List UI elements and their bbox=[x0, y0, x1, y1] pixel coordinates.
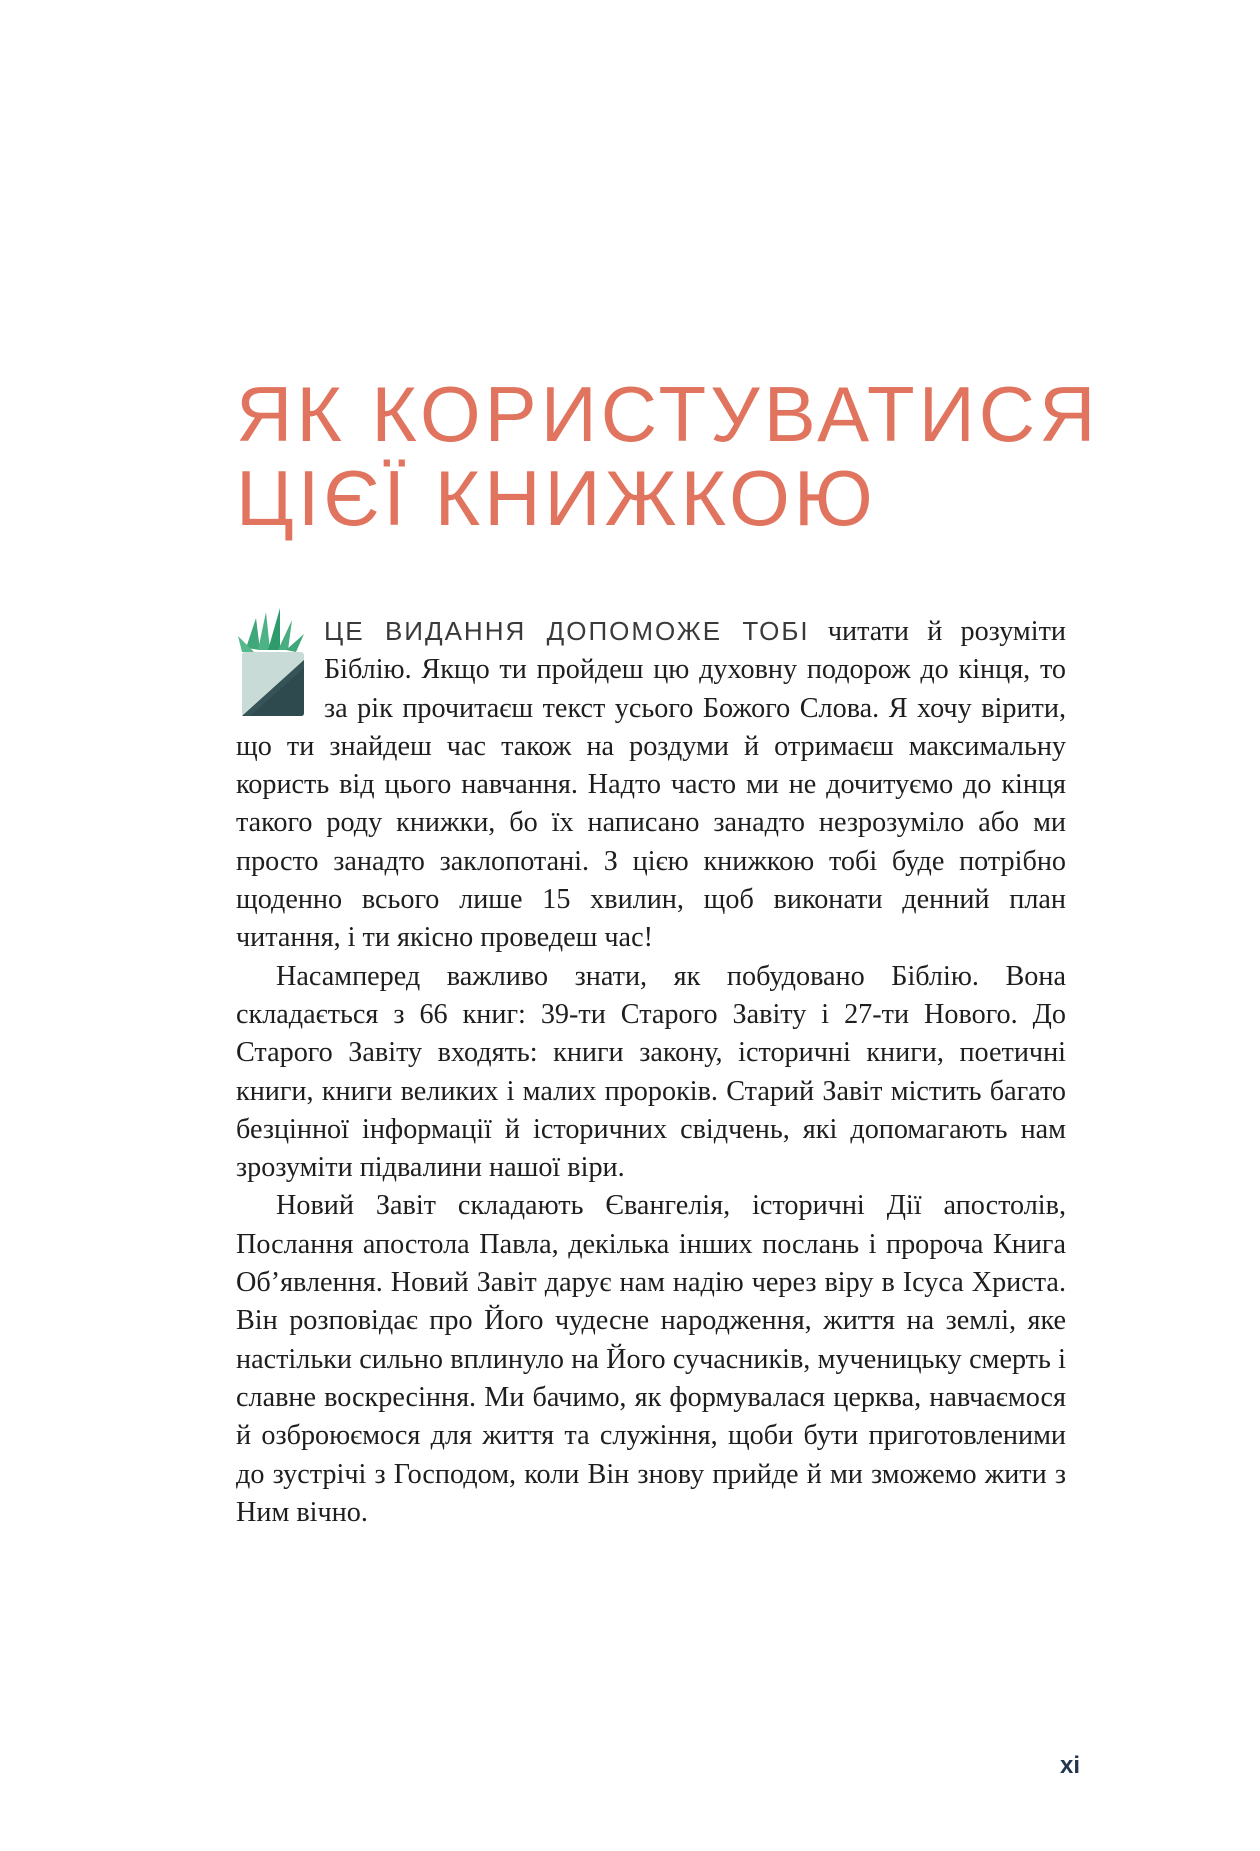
lead-in-caps: ЦЕ ВИДАННЯ ДОПОМОЖЕ ТОБІ bbox=[324, 616, 810, 646]
page-title bbox=[236, 372, 1136, 540]
paragraph-3: Новий Завіт складають Євангелія, історичні Дії апостолів, Послання апостола Павла, декілька інших послань і пророча Книга Об’явлення. Новий Завіт дарує нам надію через віру в Ісуса Христа. Він розповідає про Його чудесне народження, життя на землі, яке настільки сильно вплинуло на Його сучасників, мученицьку смерть і славне воскресіння. Ми бачимо, як формувалася церква, навчаємося й озброюємося для життя та служіння, щоби бути приготовленими до зустрічі з Господом, коли Він знову прийде й ми зможемо жити з Ним вічно. bbox=[236, 1190, 1066, 1528]
potted-plant-icon bbox=[236, 608, 310, 716]
paragraph-1-text: читати й розуміти Біблію. Якщо ти пройдеш цю духовну подорож до кінця, то за рік прочитаєш текст усього Божого Слова. Я хочу вірити, що ти знайдеш час також на роздуми й отримаєш максимальну користь від цього навчання. Надто часто ми не дочитуємо до кінця такого роду книжки, бо їх написано занадто незрозуміло або ми просто занадто заклопотані. З цією книжкою тобі буде потрібно щоденно всього лише 15 хвилин, щоб виконати денний план читання, і ти якісно проведеш час! bbox=[236, 616, 1067, 954]
paragraph-intro bbox=[236, 612, 1066, 958]
page-title-line-1: ЯК КОРИСТУВАТИСЯ bbox=[236, 370, 1100, 458]
page-number: xi bbox=[1059, 1752, 1080, 1779]
paragraph-2: Насамперед важливо знати, як побудовано Біблію. Вона складається з 66 книг: 39-ти Старого Завіту і 27-ти Нового. До Старого Завіту входять: книги закону, історичні книги, поетичні книги, книги великих і малих пророків. Старий Завіт містить багато безцінної інформації й історичних свідчень, які допомагають нам зрозуміти підвалини нашої віри. bbox=[236, 960, 1066, 1184]
page-title-line-2: ЦІЄЇ КНИЖКОЮ bbox=[236, 454, 877, 542]
body-text bbox=[236, 612, 1066, 1532]
